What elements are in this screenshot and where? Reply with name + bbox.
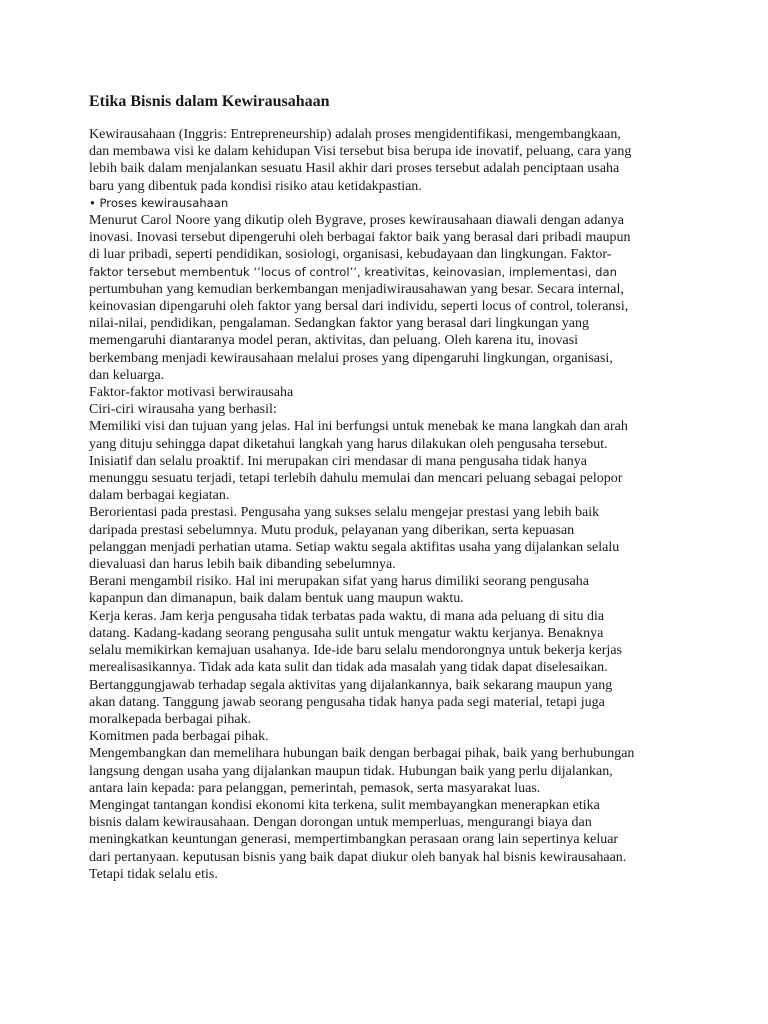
paragraph-tanggung-jawab: Bertanggungjawab terhadap segala aktivitas yang dijalankannya, baik sekarang maupun yang akan datang. Tanggung jawab seorang pengusaha tidak hanya pada segi material, tetapi juga moralkepada berbagai pihak. (89, 677, 613, 727)
document-title: Etika Bisnis dalam Kewirausahaan (89, 93, 330, 110)
paragraph-etika-bisnis: Mengingat tantangan kondisi ekonomi kita terkena, sulit membayangkan menerapkan etika bisnis dalam kewirausahaan. Dengan dorongan untuk memperluas, mengurangi biaya dan meningkatkan keuntungan generasi, mempertimbangkan perasaan orang lain sepertinya keluar dari pertanyaan. keputusan bisnis yang baik dapat diukur oleh banyak hal bisnis kewirausahaan. Tetapi tidak selalu etis. (89, 797, 627, 882)
paragraph-locus-of-control: faktor tersebut membentuk ‘’locus of control’’, kreativitas, keinovasian, implementasi, dan (89, 264, 617, 279)
paragraph-internal-factors: pertumbuhan yang kemudian berkembangan menjadiwirausahawan yang besar. Secara internal, keinovasian dipengaruhi oleh faktor yang bersal dari individu, seperti locus of control, toleransi, nilai-nilai, pendidikan, pengalaman. Sedangkan faktor yang berasal dari lingkungan yang memengaruhi diantaranya model peran, aktivitas, dan peluang. Oleh karena itu, inovasi berkembang menjadi kewirausahaan melalui proses yang dipengaruhi lingkungan, organisasi, dan keluarga. (89, 281, 629, 383)
heading-ciri-ciri: Ciri-ciri wirausaha yang berhasil: (89, 402, 277, 418)
paragraph-inisiatif: Inisiatif dan selalu proaktif. Ini merupakan ciri mendasar di mana pengusaha tidak hanya menunggu sesuatu terjadi, tetapi terlebih dahulu memulai dan mencari peluang sebagai pelopor dalam berbagai kegiatan. (89, 453, 623, 504)
paragraph-visi-tujuan: Memiliki visi dan tujuan yang jelas. Hal ini berfungsi untuk menebak ke mana langkah dan arah yang dituju sehingga dapat diketahui langkah yang harus dilakukan oleh pengusaha tersebut. (89, 419, 628, 452)
paragraph-hubungan-baik: Mengembangkan dan memelihara hubungan baik dengan berbagai pihak, baik yang berhubungan langsung dengan usaha yang dijalankan maupun tidak. Hubungan baik yang perlu dijalankan, antara lain kepada: para pelanggan, pemerintah, pemasok, serta masyarakat luas. (89, 746, 635, 796)
paragraph-definition: Kewirausahaan (Inggris: Entrepreneurship) adalah proses mengidentifikasi, mengembangkaan, dan membawa visi ke dalam kehidupan Visi tersebut bisa berupa ide inovatif, peluang, cara yang lebih baik dalam menjalankan sesuatu Hasil akhir dari proses tersebut adalah penciptaan usaha baru yang dibentuk pada kondisi risiko atau ketidakpastian. (89, 127, 632, 194)
paragraph-kerja-keras: Kerja keras. Jam kerja pengusaha tidak terbatas pada waktu, di mana ada peluang di situ dia datang. Kadang-kadang seorang pengusaha sulit untuk mengatur waktu kerjanya. Benaknya selalu memikirkan kemajuan usahanya. Ide-ide baru selalu mendorongnya untuk bekerja kerjas merealisasikannya. Tidak ada kata sulit dan tidak ada masalah yang tidak dapat diselesaikan. (89, 608, 622, 676)
bullet-proses-kewirausahaan: • Proses kewirausahaan (89, 195, 229, 210)
heading-motivasi: Faktor-faktor motivasi berwirausaha (89, 385, 294, 401)
paragraph-prestasi: Berorientasi pada prestasi. Pengusaha yang sukses selalu mengejar prestasi yang lebih baik daripada prestasi sebelumnya. Mutu produk, pelayanan yang diberikan, serta kepuasan pelanggan menjadi perhatian utama. Setiap waktu segala aktifitas usaha yang dijalankan selalu dievaluasi dan harus lebih baik dibanding sebelumnya. (89, 505, 620, 573)
paragraph-risiko: Berani mengambil risiko. Hal ini merupakan sifat yang harus dimiliki seorang pengusaha kapanpun dan dimanapun, baik dalam bentuk uang maupun waktu. (89, 574, 589, 607)
paragraph-carol-noore: Menurut Carol Noore yang dikutip oleh Bygrave, proses kewirausahaan diawali dengan adanya inovasi. Inovasi tersebut dipengeruhi oleh berbagai faktor baik yang berasal dari pribadi maupun di luar pribadi, seperti pendidikan, sosiologi, organisasi, kebudayaan dan lingkungan. Faktor- (89, 213, 631, 263)
document-body (89, 92, 689, 883)
paragraph-komitmen: Komitmen pada berbagai pihak. (89, 729, 269, 745)
